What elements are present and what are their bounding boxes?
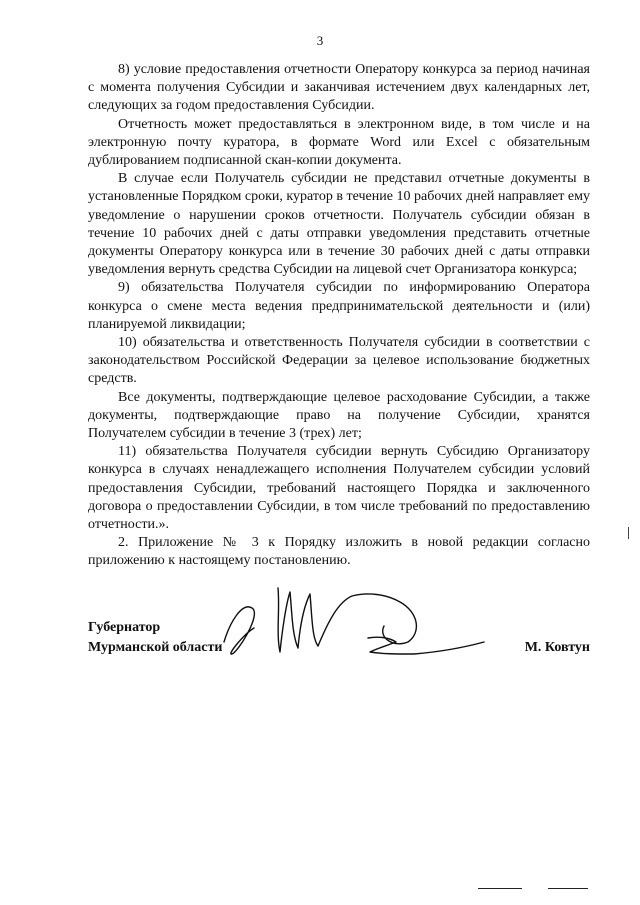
page-number: 3	[316, 33, 324, 48]
paragraph-reporting-deadline: В случае если Получатель субсидии не представил отчетные документы в установленные Порядком сроки, куратор в течение 10 рабочих дней направляет ему уведомление о нарушении сроков отчетности. Получатель субсидии обязан в течение 10 рабочих дней с даты отправки уведомления представить отчетные документы Оператору конкурса или в течение 30 рабочих дней с даты отправки уведомления вернуть средства Субсидии на лицевой счет Организатора конкурса;	[88, 171, 590, 278]
paragraph-item-10: 10) обязательства и ответственность Получателя субсидии в соответствии с законодательством Российской Федерации за целевое использование бюджетных средств.	[88, 335, 590, 387]
signature-block	[88, 612, 590, 672]
footer-rule-left	[478, 888, 522, 889]
signer-position: Губернатор	[88, 620, 161, 635]
paragraph-item-9: 9) обязательства Получателя субсидии по информированию Оператора конкурса о смене места ведения предпринимательской деятельности и (или) планируемой ликвидации;	[88, 280, 590, 332]
signer-title	[88, 618, 222, 658]
margin-mark	[628, 527, 629, 539]
handwritten-signature-icon	[218, 582, 538, 672]
paragraph-reporting-format: Отчетность может предоставляться в электронном виде, в том числе и на электронную почту куратора, в формате Word или Excel с обязательным дублированием подписанной скан-копии документа.	[88, 116, 590, 169]
signer-name: М. Ковтун	[524, 640, 590, 655]
paragraph-documents-storage: Все документы, подтверждающие целевое расходование Субсидии, а также документы, подтверждающие право на получение Субсидии, хранятся Получателем субсидии в течение 3 (трех) лет;	[88, 389, 590, 442]
signer-region: Мурманской области	[88, 640, 223, 655]
paragraph-item-11: 11) обязательства Получателя субсидии вернуть Субсидию Организатору конкурса в случаях ненадлежащего исполнения Получателем субсидии условий предоставления Субсидии, требований настоящего Порядка и заключенного договора о предоставлении Субсидии, в том числе требований по предоставлению отчетности.».	[88, 444, 590, 533]
footer-rule-right	[548, 888, 588, 889]
document-body	[88, 61, 590, 571]
paragraph-item-8: 8) условие предоставления отчетности Оператору конкурса за период начиная с момента получения Субсидии и заканчивая истечением двух календарных лет, следующих за годом предоставления Субсидии.	[88, 62, 590, 114]
paragraph-appendix-3: 2. Приложение № 3 к Порядку изложить в новой редакции согласно приложению к настоящему постановлению.	[88, 535, 590, 569]
